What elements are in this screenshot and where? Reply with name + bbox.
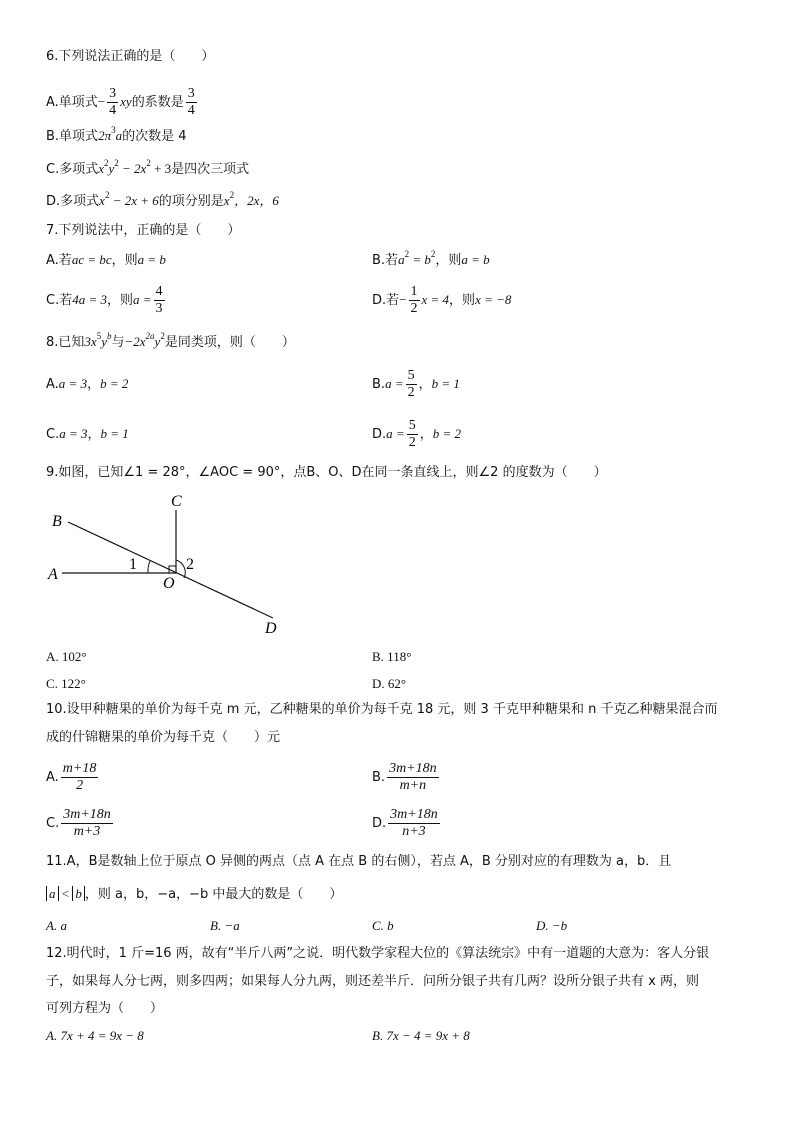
q11-stem-line2: a < b ，则 a，b，−a，−b 中最大的数是（ ） — [46, 884, 342, 905]
q6-stem: 6.下列说法正确的是（ ） — [46, 49, 215, 64]
fraction: $\frac{m+18}{2}$ — [62, 761, 97, 793]
fraction: $\frac{3}{4}$ — [109, 86, 117, 118]
q11-option-d: D. −b — [536, 918, 568, 933]
q11-stem-line1: 11.A，B是数轴上位于原点 O 异侧的两点（点 A 在点 B 的右侧），若点 A，B 分别对应的有理数为 a，b．且 — [46, 854, 672, 869]
q10-option-d: D. $\frac{3m+18n}{n+3}$ — [372, 807, 438, 839]
q7-stem: 7.下列说法中，正确的是（ ） — [46, 223, 241, 238]
q11-option-a: A. a — [46, 918, 67, 933]
label-a: A — [48, 566, 58, 583]
label-two: 2 — [186, 556, 194, 573]
q12-stem-line3: 可列方程为（ ） — [46, 1001, 164, 1016]
label-c: C — [171, 493, 182, 510]
q10-option-a: A. $\frac{m+18}{2}$ — [46, 761, 97, 793]
fraction: $\frac{1}{2}$ — [410, 284, 418, 316]
q9-option-b: B. 118° — [372, 649, 412, 664]
q12-stem-line2: 子，如果每人分七两，则多四两；如果每人分九两，则还差半斤．问所分银子共有几两？设所分银子共有 x 两，则 — [46, 974, 699, 989]
label-b: B — [52, 513, 62, 530]
q12-stem-line1: 12.明代时，1 斤=16 两，故有“半斤八两”之说．明代数学家程大位的《算法统宗》中有一道题的大意为：客人分银 — [46, 946, 710, 961]
q8-option-c: C.a = 3，b = 1 — [46, 426, 129, 442]
q10-option-c: C. $\frac{3m+18n}{m+3}$ — [46, 807, 111, 839]
q8-stem: 8.已知$3x^5y^b$与$-2x^{2a}y^2$是同类项，则（ ） — [46, 331, 295, 350]
fraction: $\frac{3m+18n}{n+3}$ — [390, 807, 438, 839]
q11-option-c: C. b — [372, 918, 394, 933]
q7-option-b: B.若$a^2 = b^2$，则a = b — [372, 249, 490, 268]
label-one: 1 — [129, 556, 137, 573]
line-bd — [68, 522, 273, 618]
q6-option-b: B.单项式$2\pi^3a$的次数是 4 — [46, 125, 187, 144]
q12-option-b: B. 7x − 4 = 9x + 8 — [372, 1028, 470, 1043]
q12-option-a: A. 7x + 4 = 9x − 8 — [46, 1028, 144, 1043]
fraction: $\frac{3m+18n}{m+3}$ — [63, 807, 111, 839]
angle-figure — [40, 488, 300, 638]
q6-option-d: D.多项式$x^2 - 2x + 6$的项分别是$x^2$，2x，6 — [46, 190, 279, 209]
q10-stem-line2: 成的什锦糖果的单价为每千克（ ）元 — [46, 730, 281, 745]
q6-option-a: A.单项式− $\frac{3}{4}$ xy的系数是 $\frac{3}{4}$ — [46, 86, 195, 118]
q10-stem-line1: 10.设甲种糖果的单价为每千克 m 元，乙种糖果的单价为每千克 18 元，则 3 千克甲种糖果和 n 千克乙种糖果混合而 — [46, 702, 718, 717]
fraction: $\frac{5}{2}$ — [408, 418, 416, 450]
q7-option-a: A.若ac = bc，则a = b — [46, 252, 166, 268]
label-o: O — [163, 575, 175, 592]
fraction: $\frac{4}{3}$ — [155, 284, 163, 316]
q9-option-d: D. 62° — [372, 676, 407, 691]
abs-b: b — [72, 886, 85, 901]
angle-1-arc — [148, 561, 150, 573]
q9-stem: 9.如图，已知∠1 = 28°，∠AOC = 90°，点B、O、D在同一条直线上，则∠2 的度数为（ ） — [46, 465, 607, 480]
q7-option-c: C.若4a = 3，则a = $\frac{4}{3}$ — [46, 284, 163, 316]
q11-option-b: B. −a — [210, 918, 240, 933]
q8-option-a: A.a = 3，b = 2 — [46, 376, 129, 392]
q10-option-b: B. $\frac{3m+18n}{m+n}$ — [372, 761, 437, 793]
abs-a: a — [46, 886, 59, 901]
q6-option-c: C.多项式$x^2y^2 - 2x^2 + 3$是四次三项式 — [46, 158, 250, 177]
fraction: $\frac{3}{4}$ — [187, 86, 195, 118]
fraction: $\frac{5}{2}$ — [407, 368, 415, 400]
fraction: $\frac{3m+18n}{m+n}$ — [389, 761, 437, 793]
label-d: D — [265, 620, 277, 637]
q9-option-a: A. 102° — [46, 649, 87, 664]
q8-option-d: D.a = $\frac{5}{2}$ ，b = 2 — [372, 418, 461, 450]
q8-option-b: B.a = $\frac{5}{2}$ ，b = 1 — [372, 368, 460, 400]
q9-option-c: C. 122° — [46, 676, 86, 691]
q7-option-d: D.若− $\frac{1}{2}$ x = 4，则x = −8 — [372, 284, 512, 316]
